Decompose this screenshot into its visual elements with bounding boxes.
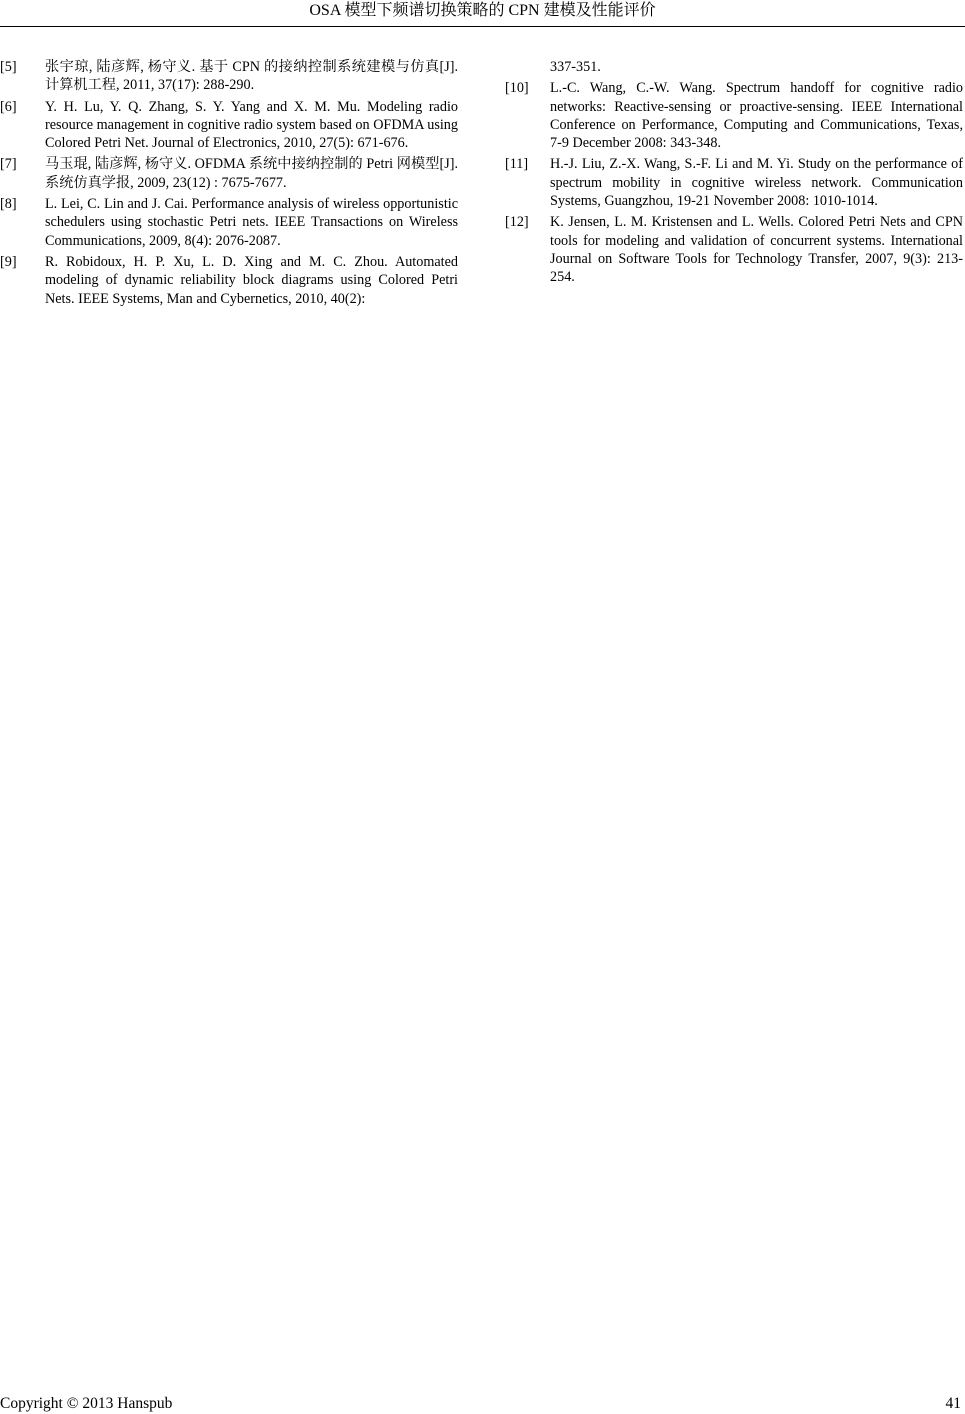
reference-number: [8] xyxy=(0,196,17,213)
reference-text: K. Jensen, L. M. Kristensen and L. Wells. Colored Petri Nets and CPN tools for modeling and validation of concurrent systems. International Journal on Software Tools for Technology Transfer, 2007, 9(3): 213-254. xyxy=(550,214,963,286)
header-rule xyxy=(0,26,965,27)
page-number: 41 xyxy=(945,1395,961,1412)
reference-item xyxy=(505,155,963,210)
running-header: OSA 模型下频谱切换策略的 CPN 建模及性能评价 xyxy=(309,2,656,19)
reference-item xyxy=(0,58,458,95)
reference-text: Y. H. Lu, Y. Q. Zhang, S. Y. Yang and X. M. Mu. Modeling radio resource management in cognitive radio system based on OFDMA using Colored Petri Net. Journal of Electronics, 2010, 27(5): 671-676. xyxy=(45,98,458,152)
reference-number: [11] xyxy=(505,156,529,173)
reference-item xyxy=(0,195,458,250)
reference-text: H.-J. Liu, Z.-X. Wang, S.-F. Li and M. Yi. Study on the performance of spectrum mobility in cognitive wireless network. Communication Systems, Guangzhou, 19-21 November 2008: 1010-1014. xyxy=(550,156,963,210)
reference-number: [5] xyxy=(0,59,17,75)
references-right-column xyxy=(505,58,963,290)
reference-item xyxy=(0,155,458,192)
reference-text: 张宇琼, 陆彦辉, 杨守义. 基于 CPN 的接纳控制系统建模与仿真[J]. 计算机工程, 2011, 37(17): 288-290. xyxy=(45,59,458,94)
reference-text: L.-C. Wang, C.-W. Wang. Spectrum handoff for cognitive radio networks: Reactive-sensing or proactive-sensing. IEEE International Conference on Performance, Computing and Communications, Texas, 7-9 December 2008: 343-348. xyxy=(550,80,963,152)
reference-text: L. Lei, C. Lin and J. Cai. Performance analysis of wireless opportunistic schedulers using stochastic Petri nets. IEEE Transactions on Wireless Communications, 2009, 8(4): 2076-2087. xyxy=(45,196,458,249)
reference-number: [6] xyxy=(0,98,17,115)
copyright-notice: Copyright © 2013 Hanspub xyxy=(0,1395,173,1412)
reference-number: [10] xyxy=(505,80,529,97)
reference-continuation: 337-351. xyxy=(550,59,601,75)
reference-item xyxy=(505,213,963,286)
references-left-column xyxy=(0,58,458,311)
reference-item xyxy=(0,98,458,153)
reference-text: 马玉琨, 陆彦辉, 杨守义. OFDMA 系统中接纳控制的 Petri 网模型[J]. 系统仿真学报, 2009, 23(12) : 7675-7677. xyxy=(45,156,458,191)
reference-number: [9] xyxy=(0,253,17,270)
reference-item xyxy=(505,79,963,152)
reference-number: [7] xyxy=(0,156,17,173)
reference-number: [12] xyxy=(505,214,529,231)
reference-text: R. Robidoux, H. P. Xu, L. D. Xing and M. C. Zhou. Automated modeling of dynamic reliability block diagrams using Colored Petri Nets. IEEE Systems, Man and Cybernetics, 2010, 40(2): xyxy=(45,253,458,307)
reference-item xyxy=(0,253,458,308)
page-footer xyxy=(0,1394,965,1414)
